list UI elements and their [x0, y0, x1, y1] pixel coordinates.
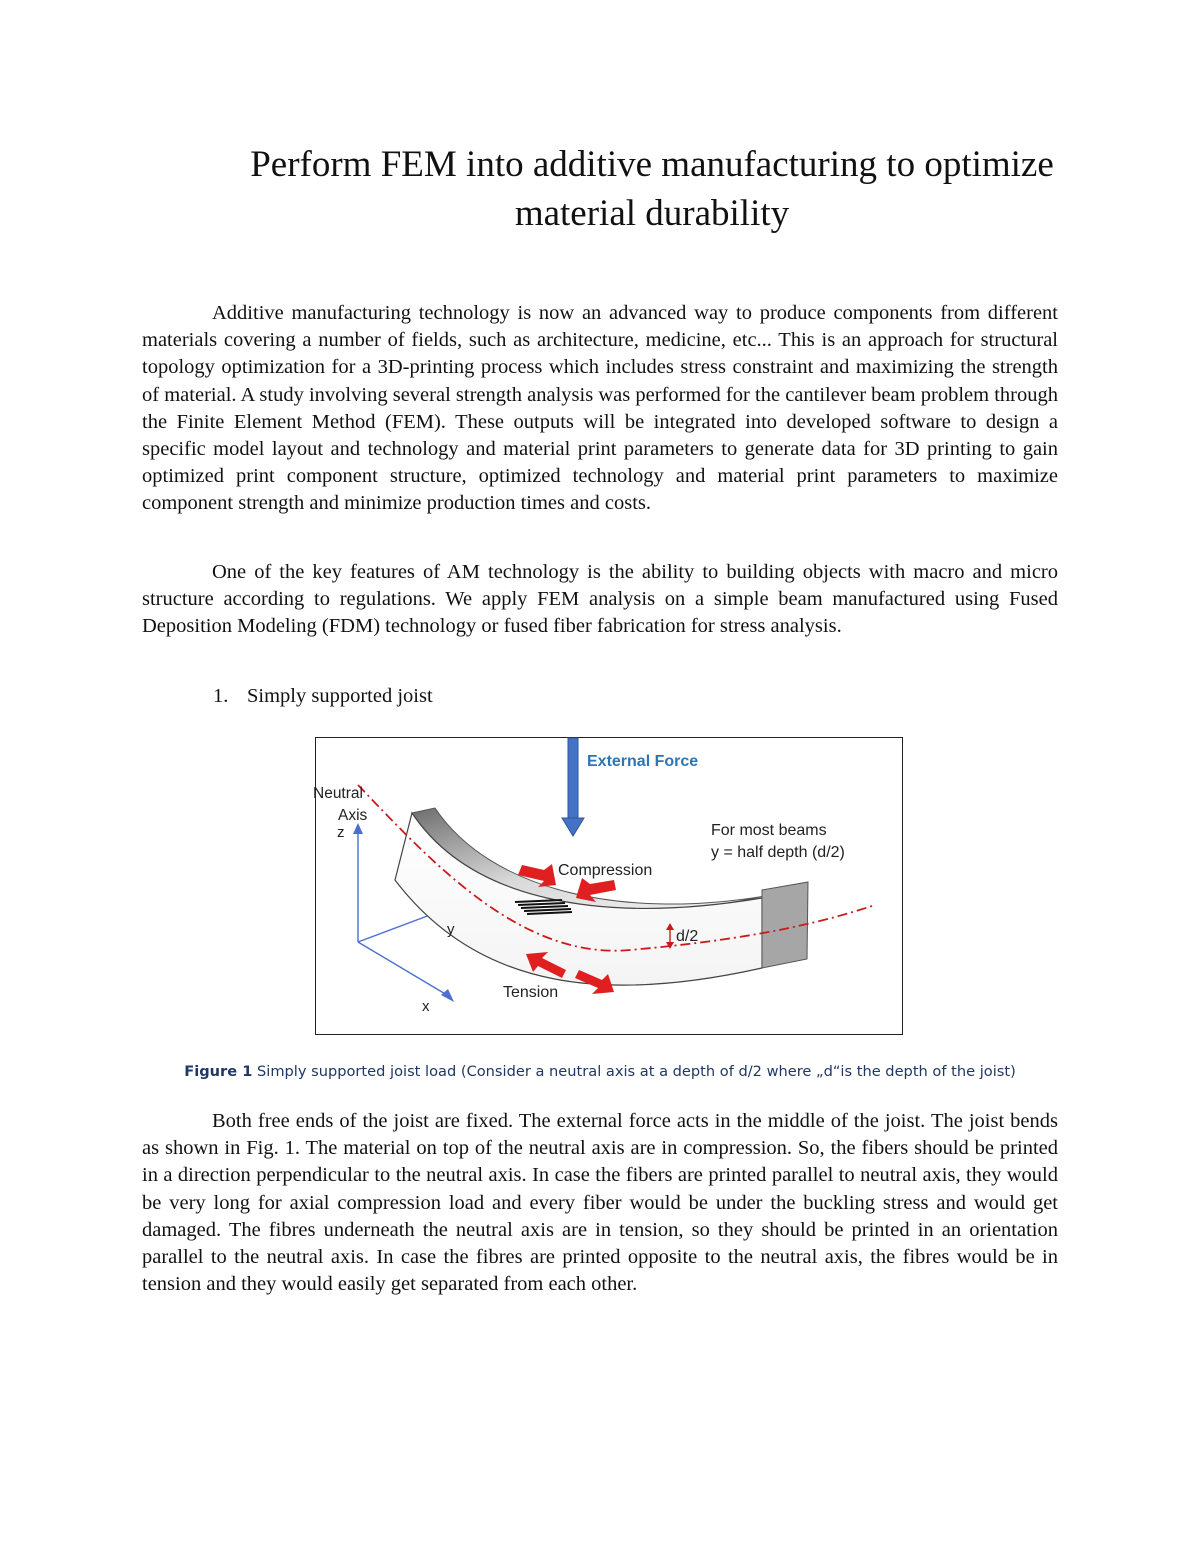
neutral-label: Neutral: [313, 785, 363, 802]
x-axis-arrowhead: [441, 989, 454, 1002]
tension-label: Tension: [503, 984, 559, 1001]
x-axis-label: x: [422, 998, 430, 1015]
beam-note-line1: For most beams: [711, 822, 827, 839]
list-text: Simply supported joist: [247, 685, 433, 707]
beam-figure: [300, 730, 920, 1040]
paragraph-intro: Additive manufacturing technology is now an advanced way to produce components from different materials covering a number of fields, such as architecture, medicine, etc... This is an approach for structural topology optimization for a 3D-printing process which includes stress constraint and maximizing the strength of material. A study involving several strength analysis was performed for the cantilever beam problem through the Finite Element Method (FEM). These outputs will be integrated into developed software to design a specific model layout and technology and material print parameters to generate data for 3D printing to gain optimized print component structure, optimized technology and material print parameters to maximize component strength and minimize production times and costs.: [142, 302, 1058, 515]
figure-caption: [0, 1061, 1200, 1083]
y-axis: [358, 912, 438, 942]
page-title: Perform FEM into additive manufacturing to optimize material durability: [250, 144, 1054, 234]
paragraph-am-features: One of the key features of AM technology is the ability to building objects with macro and micro structure according to regulations. We apply FEM analysis on a simple beam manufactured using Fused Deposition Modeling (FDM) technology or fused fiber fabrication for stress analysis.: [142, 561, 1058, 638]
external-force-label: External Force: [587, 753, 699, 770]
external-force-arrow: [562, 738, 584, 836]
caption-text: Simply supported joist load (Consider a neutral axis at a depth of d/2 where „d“is the depth of the joist): [257, 1063, 1016, 1080]
y-axis-label: y: [447, 921, 455, 938]
axis-label: Axis: [338, 807, 368, 824]
z-axis-arrowhead: [353, 823, 363, 834]
z-axis-label: z: [337, 824, 345, 841]
beam-note-line2: y = half depth (d/2): [711, 844, 845, 861]
paragraph-joist-explanation: Both free ends of the joist are fixed. The external force acts in the middle of the joist. The joist bends as shown in Fig. 1. The material on top of the neutral axis are in compression. So, the fibers should be printed in a direction perpendicular to the neutral axis. In case the fibers are printed parallel to neutral axis, they would be very long for axial compression load and every fiber would be under the buckling stress and would get damaged. The fibres underneath the neutral axis are in tension, so they should be printed in an orientation parallel to the neutral axis. In case the fibres are printed opposite to the neutral axis, the fibres would be in tension and they would easily get separated from each other.: [142, 1110, 1058, 1296]
compression-label: Compression: [558, 862, 653, 879]
caption-label: Figure 1: [184, 1063, 253, 1080]
x-axis: [358, 942, 447, 995]
half-depth-label: d/2: [676, 928, 699, 945]
list-item-simply-supported-joist: [213, 683, 433, 710]
list-number: 1.: [213, 685, 229, 707]
